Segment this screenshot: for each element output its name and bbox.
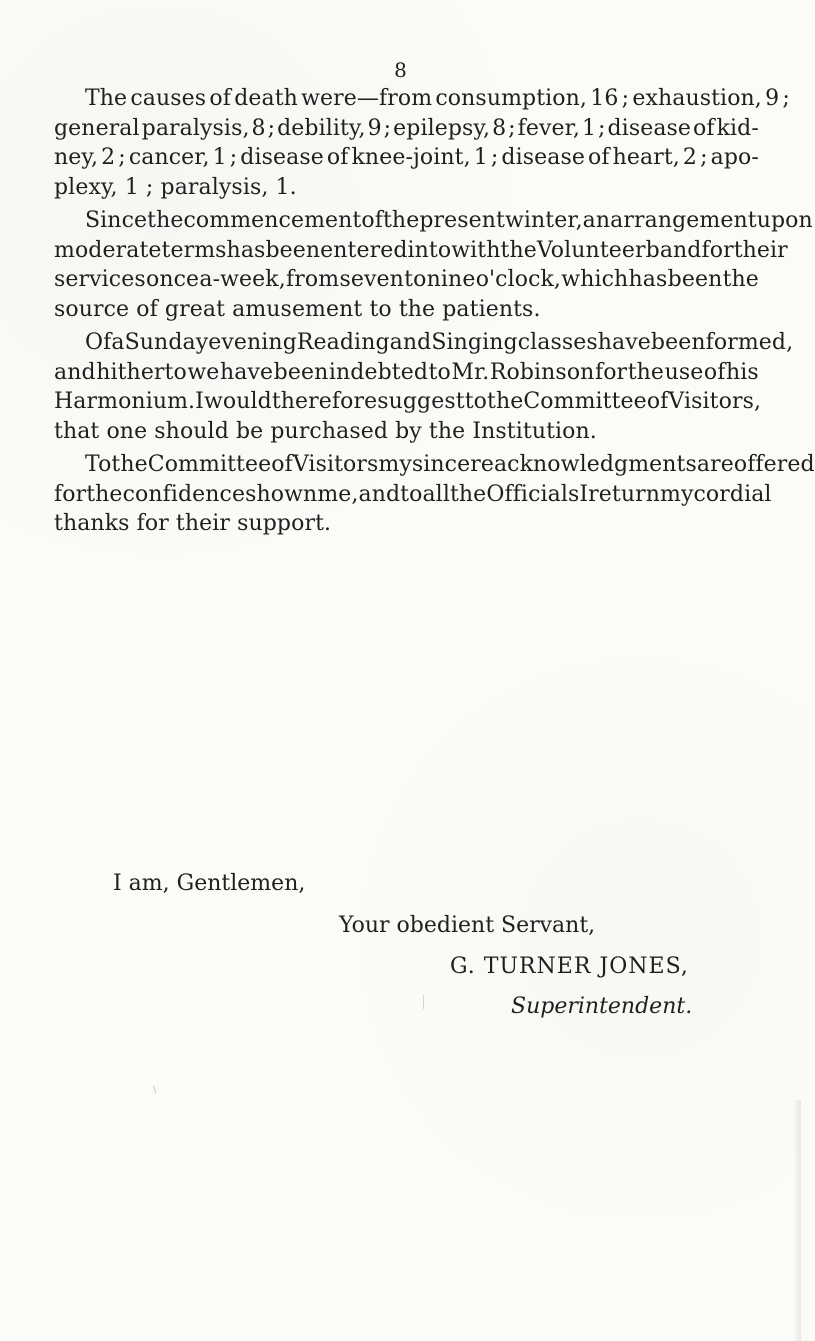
signature-line: G. TURNER JONES, — [450, 954, 689, 979]
text-word: the — [86, 481, 123, 507]
text-word: Committee — [523, 389, 647, 414]
text-line — [54, 206, 813, 236]
text-word: Visitors, — [668, 389, 762, 414]
text-word: ; — [621, 86, 630, 111]
ink-mark — [423, 995, 424, 1009]
text-word: evening — [208, 330, 297, 355]
text-word: of — [646, 389, 669, 414]
text-word: once — [145, 267, 200, 292]
text-word: are — [696, 452, 734, 477]
text-word: my — [378, 452, 412, 477]
text-word: Officials — [486, 481, 580, 507]
text-word: indebted — [328, 359, 429, 385]
text-word: would — [203, 389, 272, 414]
text-word: ; — [118, 145, 126, 170]
text-word: my — [660, 481, 694, 507]
text-word: the — [147, 208, 184, 233]
text-word: apo- — [710, 145, 759, 170]
text-word: 1 — [473, 145, 488, 170]
text-word: upon — [756, 208, 813, 233]
text-line — [54, 387, 762, 417]
text-word: Volunteer — [536, 237, 646, 263]
text-word: services — [54, 267, 146, 292]
text-word: the — [382, 208, 420, 233]
text-word: seven — [339, 267, 404, 292]
text-word: of — [693, 115, 715, 141]
text-word: 9 — [367, 115, 382, 141]
text-word: the — [627, 359, 665, 385]
text-word: all — [422, 481, 450, 507]
valediction-line: Your obedient Servant, — [339, 913, 596, 938]
text-word: winter, — [504, 208, 583, 233]
text-word: sincere — [411, 452, 494, 477]
text-word: ; — [229, 145, 238, 170]
text-word: terms — [161, 237, 227, 263]
text-word: 1 — [212, 145, 227, 170]
text-line — [54, 480, 772, 510]
text-line — [54, 358, 759, 388]
text-word: and — [54, 359, 96, 385]
text-word: of — [588, 145, 610, 170]
text-line — [54, 173, 759, 203]
text-word: Reading — [296, 330, 390, 355]
salutation-line: I am, Gentlemen, — [113, 871, 306, 896]
text-word: heart, — [612, 145, 680, 170]
text-word: paralysis, — [141, 115, 250, 141]
text-word: Visitors — [292, 452, 379, 477]
text-line — [54, 295, 759, 325]
text-word: band — [645, 237, 702, 263]
text-word: for — [701, 237, 734, 263]
text-word: formed, — [705, 330, 794, 355]
text-word: cordial — [693, 481, 772, 507]
text-word: suggest — [377, 389, 465, 414]
text-word: commencement — [183, 208, 362, 233]
text-word: 2 — [101, 145, 116, 170]
text-line — [54, 417, 759, 447]
text-word: of — [271, 452, 293, 477]
text-word: with — [451, 237, 501, 263]
page-number: 8 — [394, 58, 407, 82]
text-word: kid- — [716, 115, 759, 141]
text-word: to — [404, 267, 427, 292]
text-word: classes — [517, 330, 598, 355]
text-word: I — [195, 389, 204, 414]
text-word: therefore — [271, 389, 378, 414]
superintendent-title: Superintendent. — [511, 994, 693, 1019]
text-word: present — [419, 208, 505, 233]
text-word: an — [582, 208, 611, 233]
text-word: has — [226, 237, 266, 263]
text-line — [54, 114, 759, 144]
text-word: ; — [383, 115, 392, 141]
text-word: knee-joint, — [351, 145, 471, 170]
text-line — [54, 236, 788, 266]
body-text — [54, 84, 815, 539]
text-word: acknowledgments — [493, 452, 697, 477]
text-word: Robinson — [489, 359, 595, 385]
text-word: been — [265, 237, 321, 263]
text-word: Since — [85, 208, 148, 233]
text-word: the — [487, 389, 524, 414]
text-word: of — [361, 208, 383, 233]
text-word: for — [54, 481, 87, 507]
text-word: of — [209, 86, 231, 111]
text-word: for — [594, 359, 628, 385]
text-word: I — [579, 481, 589, 507]
text-word: disease — [501, 145, 585, 170]
text-word: fever, — [517, 115, 580, 141]
text-word: ; — [508, 115, 516, 141]
text-word: 8 — [492, 115, 507, 141]
text-word: use — [664, 359, 704, 385]
text-word: cancer, — [128, 145, 210, 170]
text-word: ney, — [54, 145, 99, 170]
text-word: return — [588, 481, 661, 507]
text-word: death — [234, 86, 298, 111]
text-word: which — [561, 267, 629, 292]
text-word: o'clock, — [475, 267, 562, 292]
text-word: ; — [490, 145, 499, 170]
text-word: general — [54, 115, 140, 141]
text-word: The — [85, 86, 128, 111]
text-word: the — [722, 267, 759, 292]
text-word: have — [597, 330, 651, 355]
text-word: been — [667, 267, 723, 292]
text-line — [54, 509, 759, 539]
text-word: arrangement — [610, 208, 757, 233]
text-word: 1 — [581, 115, 597, 141]
text-word: 9 — [765, 86, 780, 111]
text-word: offered — [733, 452, 815, 477]
text-word: epilepsy, — [393, 115, 491, 141]
text-line-content: thanks for their support. — [54, 511, 332, 536]
text-word: we — [187, 359, 220, 385]
text-word: hitherto — [96, 359, 187, 385]
text-line-content: source of great amusement to the patients. — [54, 296, 541, 322]
text-word: disease — [240, 145, 324, 170]
text-word: his — [726, 359, 759, 385]
text-word: to — [428, 359, 451, 385]
text-word: of — [326, 145, 349, 170]
paper-speck — [153, 1084, 160, 1093]
text-word: Singing — [431, 330, 518, 355]
text-word: ; — [267, 115, 276, 141]
text-word: shown — [245, 481, 318, 507]
text-word: to — [400, 481, 423, 507]
text-word: has — [628, 267, 668, 292]
text-word: disease — [607, 115, 692, 141]
text-word: Of — [85, 330, 112, 355]
text-word: 8 — [251, 115, 266, 141]
text-line — [54, 450, 815, 480]
text-word: Sunday — [124, 330, 209, 355]
text-word: of — [703, 359, 726, 385]
text-word: me, — [317, 481, 359, 507]
text-word: Mr. — [451, 359, 490, 385]
text-word: Committee — [147, 452, 272, 477]
text-word: to — [464, 389, 487, 414]
text-word: were—from — [301, 86, 433, 111]
text-word: a-week, — [199, 267, 286, 292]
text-word: the — [449, 481, 487, 507]
text-line — [54, 265, 759, 295]
text-word: the — [500, 237, 537, 263]
text-line-content: that one should be purchased by the Institution. — [54, 418, 597, 444]
text-word: been — [650, 330, 706, 355]
text-word: To — [85, 452, 112, 477]
text-word: ; — [598, 115, 606, 141]
text-word: and — [389, 330, 432, 355]
text-word: causes — [130, 86, 207, 111]
text-word: entered — [320, 237, 408, 263]
text-word: nine — [426, 267, 476, 292]
text-word: a — [111, 330, 125, 355]
text-word: 16 — [590, 86, 619, 111]
text-word: from — [286, 267, 340, 292]
text-word: and — [358, 481, 401, 507]
text-word: debility, — [277, 115, 366, 141]
text-word: moderate — [54, 237, 162, 263]
page-edge-shadow — [793, 1100, 801, 1341]
text-word: been — [273, 359, 329, 385]
text-line-content: plexy, 1 ; paralysis, 1. — [54, 174, 297, 200]
text-word: ; — [700, 145, 708, 170]
text-word: have — [219, 359, 274, 385]
text-word: into — [407, 237, 452, 263]
text-word: ; — [782, 86, 790, 111]
text-line — [54, 143, 759, 173]
text-word: their — [733, 237, 788, 263]
text-word: Harmonium. — [54, 389, 196, 414]
text-word: the — [111, 452, 148, 477]
text-word: exhaustion, — [632, 86, 762, 111]
text-word: consumption, — [435, 86, 588, 111]
text-line — [54, 328, 794, 358]
text-line — [54, 84, 790, 114]
text-word: 2 — [682, 145, 698, 170]
text-word: confidence — [122, 481, 246, 507]
